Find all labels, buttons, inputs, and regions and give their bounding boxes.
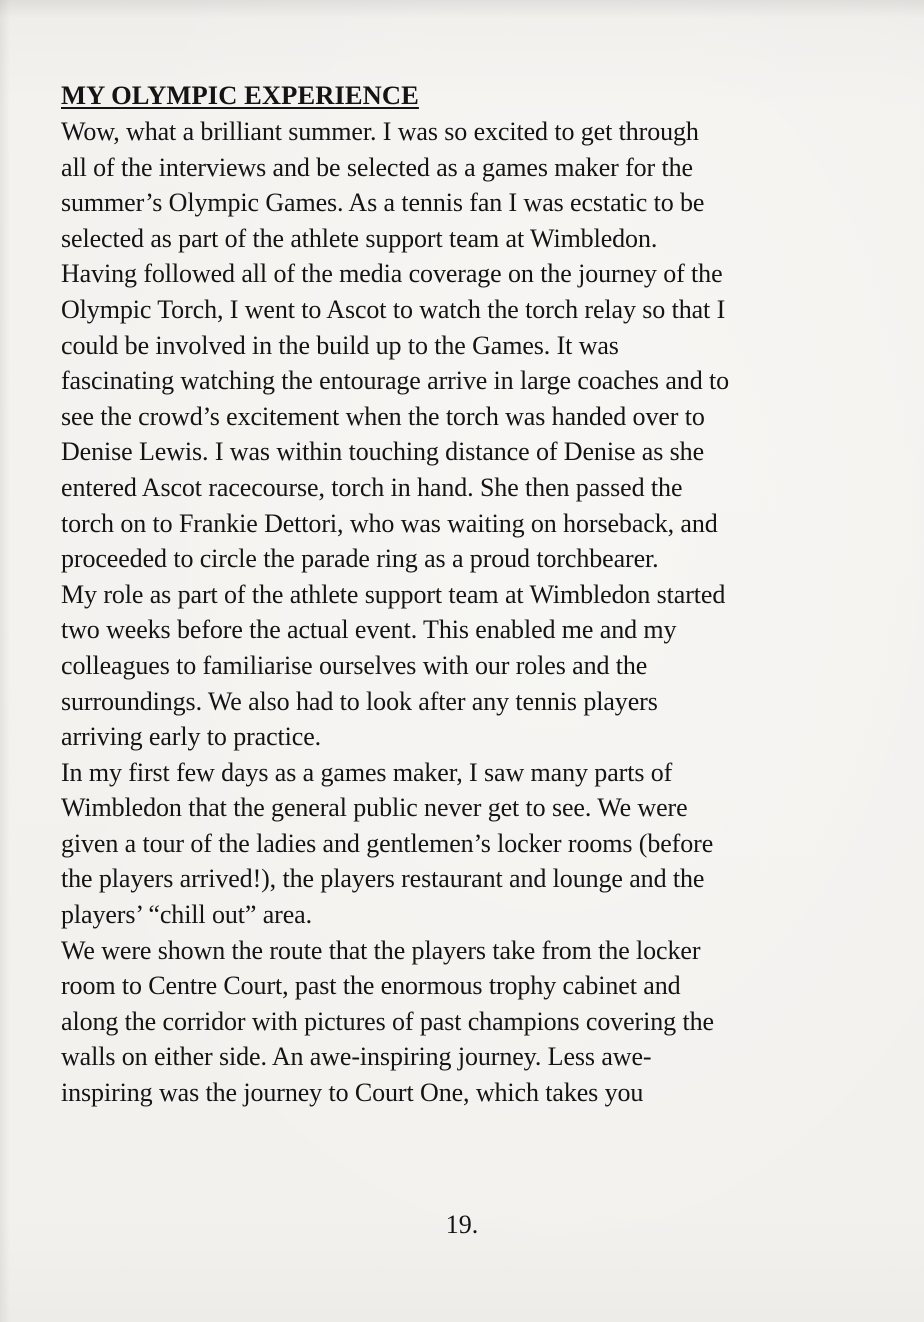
text-line: arriving early to practice. (61, 722, 322, 752)
text-line: Having followed all of the media coverage on the journey of the (61, 259, 723, 289)
text-line: summer’s Olympic Games. As a tennis fan I was ecstatic to be (61, 188, 705, 218)
text-line: Denise Lewis. I was within touching distance of Denise as she (61, 437, 705, 467)
page-number: 19. (445, 1210, 479, 1239)
text-line: given a tour of the ladies and gentlemen’s locker rooms (before (61, 828, 714, 858)
document-body (61, 80, 871, 1111)
text-line: selected as part of the athlete support team at Wimbledon. (61, 223, 658, 253)
text-line: players’ “chill out” area. (61, 900, 313, 930)
text-line: see the crowd’s excitement when the torch was handed over to (61, 401, 705, 431)
text-line: Wimbledon that the general public never get to see. We were (61, 793, 688, 823)
page-title: MY OLYMPIC EXPERIENCE (61, 80, 419, 110)
text-line: fascinating watching the entourage arrive in large coaches and to (61, 366, 730, 396)
text-line: proceeded to circle the parade ring as a proud torchbearer. (61, 544, 659, 574)
text-line: room to Centre Court, past the enormous trophy cabinet and (61, 971, 681, 1001)
scan-shadow (0, 0, 924, 18)
text-line: surroundings. We also had to look after any tennis players (61, 686, 658, 716)
text-line: the players arrived!), the players restaurant and lounge and the (61, 864, 705, 894)
text-line: Wow, what a brilliant summer. I was so excited to get through (61, 117, 699, 146)
scan-edge (0, 0, 10, 1322)
text-line: Olympic Torch, I went to Ascot to watch the torch relay so that I (61, 294, 726, 324)
text-line: all of the interviews and be selected as a games maker for the (61, 152, 693, 182)
text-line: along the corridor with pictures of past champions covering the (61, 1006, 714, 1036)
text-line: entered Ascot racecourse, torch in hand. She then passed the (61, 472, 683, 502)
text-line: My role as part of the athlete support team at Wimbledon started (61, 579, 726, 609)
text-line: could be involved in the build up to the Games. It was (61, 330, 619, 360)
text-line: torch on to Frankie Dettori, who was waiting on horseback, and (61, 508, 718, 538)
text-line: colleagues to familiarise ourselves with our roles and the (61, 650, 648, 680)
text-line: In my first few days as a games maker, I saw many parts of (61, 757, 673, 787)
text-line: walls on either side. An awe-inspiring journey. Less awe- (61, 1042, 652, 1072)
text-line: We were shown the route that the players take from the locker (61, 935, 701, 965)
text-line: inspiring was the journey to Court One, which takes you (61, 1078, 644, 1108)
text-line: two weeks before the actual event. This enabled me and my (61, 615, 677, 645)
